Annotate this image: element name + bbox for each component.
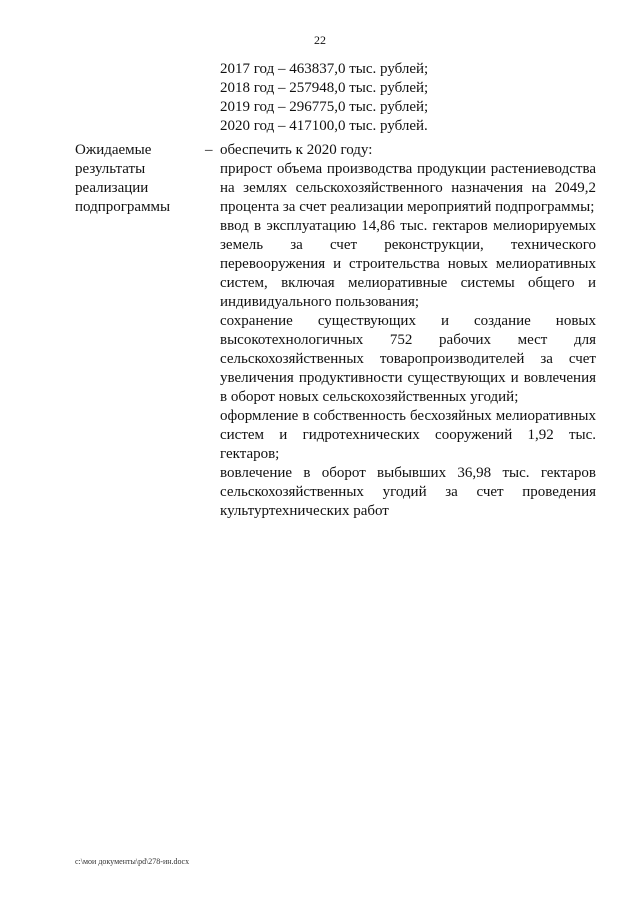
results-intro: обеспечить к 2020 году: (220, 142, 373, 158)
funding-list (220, 60, 428, 136)
section-label-line: подпрограммы (75, 199, 171, 215)
section-dash: – (205, 142, 213, 158)
section-label-line: результаты (75, 161, 146, 177)
result-item: прирост объема производства продукции растениеводства на землях сельскохозяйственного назначения на 2049,2 процента за счет реализации мероприятий подпрограммы; (220, 161, 596, 215)
funding-line: 2020 год – 417100,0 тыс. рублей. (220, 118, 428, 134)
result-item: оформление в собственность бесхозяйных мелиоративных систем и гидротехнических сооружений 1,92 тыс. гектаров; (220, 408, 596, 462)
funding-line: 2019 год – 296775,0 тыс. рублей; (220, 99, 429, 115)
funding-line: 2018 год – 257948,0 тыс. рублей; (220, 80, 429, 96)
page-number: 22 (314, 33, 326, 47)
results-content (220, 141, 596, 521)
funding-line: 2017 год – 463837,0 тыс. рублей; (220, 61, 429, 77)
footer-file-path: c:\мои документы\pd\278-ин.docx (75, 857, 190, 866)
result-item: ввод в эксплуатацию 14,86 тыс. гектаров мелиорируемых земель за счет реконструкции, технического перевооружения и строительства новых мелиоративных систем, включая мелиоративные системы общего и индивидуального пользования; (220, 218, 596, 310)
section-label (75, 141, 170, 217)
result-item: вовлечение в оборот выбывших 36,98 тыс. гектаров сельскохозяйственных угодий за счет проведения культуртехнических работ (220, 465, 596, 519)
section-label-line: Ожидаемые (75, 142, 152, 158)
section-label-line: реализации (75, 180, 149, 196)
result-item: сохранение существующих и создание новых высокотехнологичных 752 рабочих мест для сельскохозяйственных товаропроизводителей за счет увеличения продуктивности существующих и вовлечения в оборот новых сельскохозяйственных угодий; (220, 313, 596, 405)
